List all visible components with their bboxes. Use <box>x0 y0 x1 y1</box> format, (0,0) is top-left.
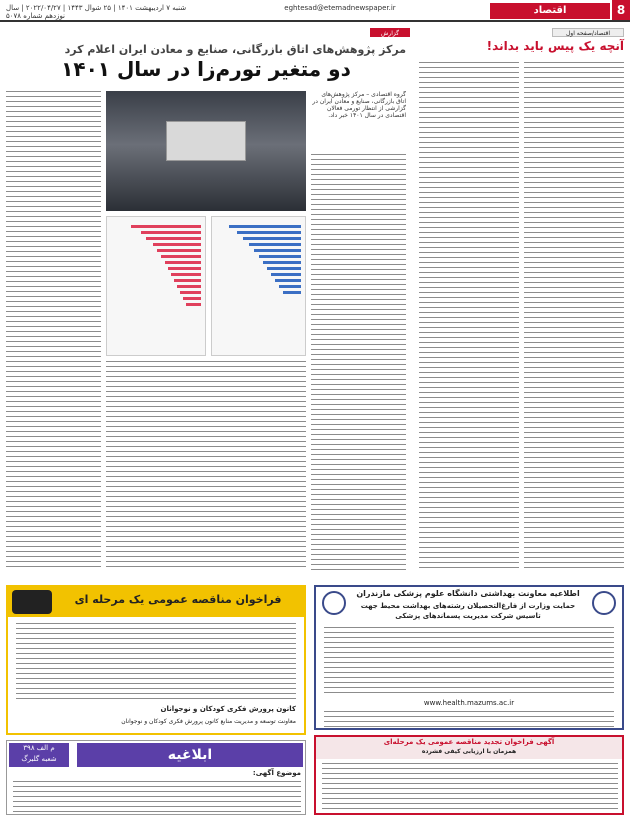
ad-kanoon-header <box>8 587 304 617</box>
side-tag: اقتصاد/صفحه اول <box>552 28 624 37</box>
ad-kanoon-org: کانون پرورش فکری کودکان و نوجوانان <box>160 705 296 713</box>
masthead <box>0 0 630 22</box>
kanoon-logo <box>12 590 52 614</box>
report-tag: گزارش <box>370 28 410 37</box>
section-brand: اقتصاد <box>490 3 610 19</box>
health-logo-left <box>322 591 346 615</box>
ad-tender-header <box>316 737 622 759</box>
sign-plaque <box>166 121 246 161</box>
notice-label: موضوع آگهی: <box>252 769 301 777</box>
side-title: آنچه یک پیس باید بداند! <box>486 39 624 53</box>
notice-code-2: شعبه گلبرگ ۱۱۷۲۲۱۷ <box>21 755 57 774</box>
notice-title: ابلاغیه <box>77 743 303 767</box>
main-col-2 <box>106 361 306 571</box>
ad-health <box>314 585 624 730</box>
building-photo <box>106 91 306 211</box>
side-article <box>419 40 624 580</box>
main-lead: گروه اقتصادی – مرکز پژوهش‌های اتاق بازرگانی، صنایع و معادن ایران در گزارشی از انتظار تورمی فعالان اقتصادی در سال ۱۴۰۱ خبر داد. <box>312 91 406 119</box>
ad-health-url: www.health.mazums.ac.ir <box>423 699 515 707</box>
side-col-2 <box>419 62 519 572</box>
ad-health-title: اطلاعیه معاونت بهداشتی دانشگاه علوم پزشکی مازندران <box>356 589 580 598</box>
chart-right <box>211 216 306 356</box>
ad-health-footer <box>324 711 614 727</box>
ad-health-subtitle: حمایت وزارت از فارغ‌التحصیلان رشته‌های بهداشت محیط جهت تاسیس شرکت مدیریت پسماندهای پزشکی <box>360 602 576 620</box>
ad-health-body <box>324 627 614 697</box>
main-article <box>6 36 406 576</box>
ad-kanoon-footer: معاونت توسعه و مدیریت منابع کانون پرورش فکری کودکان و نوجوانان <box>121 718 296 725</box>
side-col-1 <box>524 62 624 572</box>
date-line: شنبه ۷ اردیبهشت ۱۴۰۱ | ۲۵ شوال ۱۴۴۳ | ۲۰۲۲/۰۴/۲۷ | سال نوزدهم شماره ۵۰۷۸ <box>6 4 187 20</box>
main-kicker: مرکز پژوهش‌های اتاق بازرگانی، صنایع و معادن ایران اعلام کرد <box>64 43 406 56</box>
main-col-3 <box>6 91 101 571</box>
main-title: دو متغیر تورم‌زا در سال ۱۴۰۱ <box>61 57 351 81</box>
ad-tender-title: آگهی فراخوان تجدید مناقصه عمومی یک مرحله‌ای <box>383 738 555 746</box>
ad-kanoon-body <box>16 623 296 703</box>
site-email: eghtesad@etemadnewspaper.ir <box>284 4 396 12</box>
notice-body <box>13 781 301 813</box>
ad-tender-subtitle: همزمان با ارزیابی کیفی فشرده <box>421 748 517 755</box>
notice-box <box>6 740 306 815</box>
health-logo-right <box>592 591 616 615</box>
ad-kanoon-title: فراخوان مناقصه عمومی یک مرحله ای <box>74 593 282 606</box>
chart-left <box>106 216 206 356</box>
ad-kanoon <box>6 585 306 735</box>
notice-code <box>9 743 69 774</box>
ad-tender-body <box>322 763 618 813</box>
main-col-1 <box>311 154 406 574</box>
ad-tender <box>314 735 624 815</box>
page-number: 8 <box>612 0 630 20</box>
notice-code-1: م الف ۳۹۸ <box>23 744 55 752</box>
